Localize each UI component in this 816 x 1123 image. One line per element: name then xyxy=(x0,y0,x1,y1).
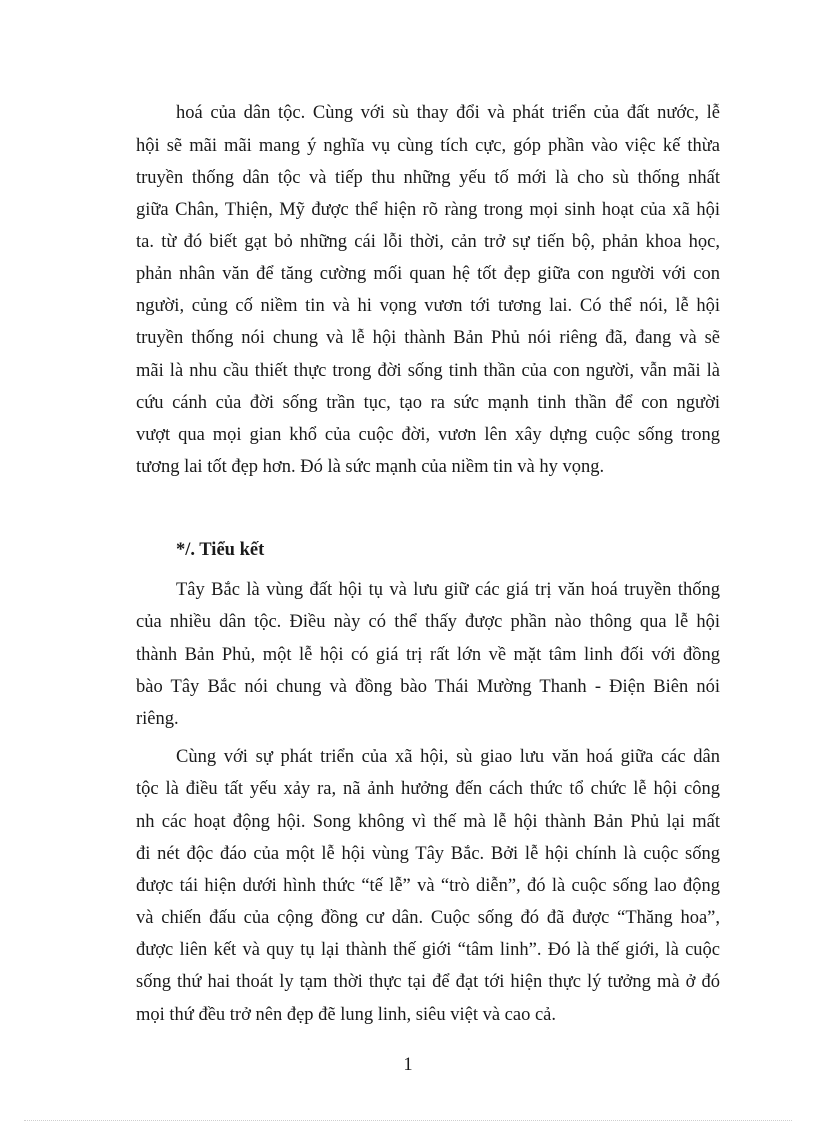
paragraph-line: sống thứ hai thoát ly tạm thời thực tại để đạt tới hiện thực lý tưởng mà ở đó xyxy=(136,972,720,992)
paragraph-line: của nhiều dân tộc. Điều này có thể thấy được phần nào thông qua lễ hội xyxy=(136,612,720,632)
paragraph-line: riêng. xyxy=(136,709,179,729)
page-boundary-divider xyxy=(24,1120,792,1121)
section-heading: */. Tiểu kết xyxy=(176,540,265,560)
paragraph-line: Tây Bắc là vùng đất hội tụ và lưu giữ các giá trị văn hoá truyền thống xyxy=(176,580,720,600)
paragraph-line: tương lai tốt đẹp hơn. Đó là sức mạnh của niềm tin và hy vọng. xyxy=(136,457,605,477)
page-number: 1 xyxy=(403,1055,413,1075)
paragraph-line: cứu cánh của đời sống trần tục, tạo ra sức mạnh tinh thần để con người xyxy=(136,393,720,413)
paragraph-line: truyền thống nói chung và lễ hội thành Bản Phủ nói riêng đã, đang và sẽ xyxy=(136,328,720,348)
paragraph-line: Cùng với sự phát triển của xã hội, sù giao lưu văn hoá giữa các dân xyxy=(176,747,720,767)
paragraph-line: mãi là nhu cầu thiết thực trong đời sống tinh thần của con người, vẫn mãi là xyxy=(136,361,720,381)
paragraph-line: vượt qua mọi gian khổ của cuộc đời, vươn lên xây dựng cuộc sống trong xyxy=(136,425,720,445)
paragraph-line: đi nét độc đáo của một lễ hội vùng Tây Bắc. Bởi lễ hội chính là cuộc sống xyxy=(136,844,720,864)
paragraph-line: thành Bản Phủ, một lễ hội có giá trị rất lớn về mặt tâm linh đối với đồng xyxy=(136,645,720,665)
paragraph-line: giữa Chân, Thiện, Mỹ được thể hiện rõ ràng trong mọi sinh hoạt của xã hội xyxy=(136,200,720,220)
paragraph-line: mọi thứ đều trở nên đẹp đẽ lung linh, siêu việt và cao cả. xyxy=(136,1005,557,1025)
paragraph-line: bào Tây Bắc nói chung và đồng bào Thái Mường Thanh - Điện Biên nói xyxy=(136,677,720,697)
paragraph-line: truyền thống dân tộc và tiếp thu những yếu tố mới là cho sù thống nhất xyxy=(136,168,720,188)
paragraph-line: được liên kết và quy tụ lại thành thế giới “tâm linh”. Đó là thế giới, là cuộc xyxy=(136,940,720,960)
paragraph-line: ta. từ đó biết gạt bỏ những cái lỗi thời, cản trở sự tiến bộ, phản khoa học, xyxy=(136,232,720,252)
paragraph-line: phản nhân văn để tăng cường mối quan hệ tốt đẹp giữa con người với con xyxy=(136,264,720,284)
paragraph-line: hội sẽ mãi mãi mang ý nghĩa vụ cùng tích cực, góp phần vào việc kế thừa xyxy=(136,136,720,156)
paragraph-line: được tái hiện dưới hình thức “tế lễ” và “trò diễn”, đó là cuộc sống lao động xyxy=(136,876,720,896)
paragraph-line: nh các hoạt động hội. Song không vì thế mà lễ hội thành Bản Phủ lại mất xyxy=(136,812,720,832)
paragraph-line: hoá của dân tộc. Cùng với sù thay đổi và phát triển của đất nước, lễ xyxy=(176,103,720,123)
paragraph-line: người, củng cố niềm tin và hi vọng vươn tới tương lai. Có thể nói, lễ hội xyxy=(136,296,720,316)
paragraph-line: tộc là điều tất yếu xảy ra, nã ảnh hưởng đến cách thức tổ chức lễ hội công xyxy=(136,779,720,799)
paragraph-line: và chiến đấu của cộng đồng cư dân. Cuộc sống đó đã được “Thăng hoa”, xyxy=(136,908,720,928)
